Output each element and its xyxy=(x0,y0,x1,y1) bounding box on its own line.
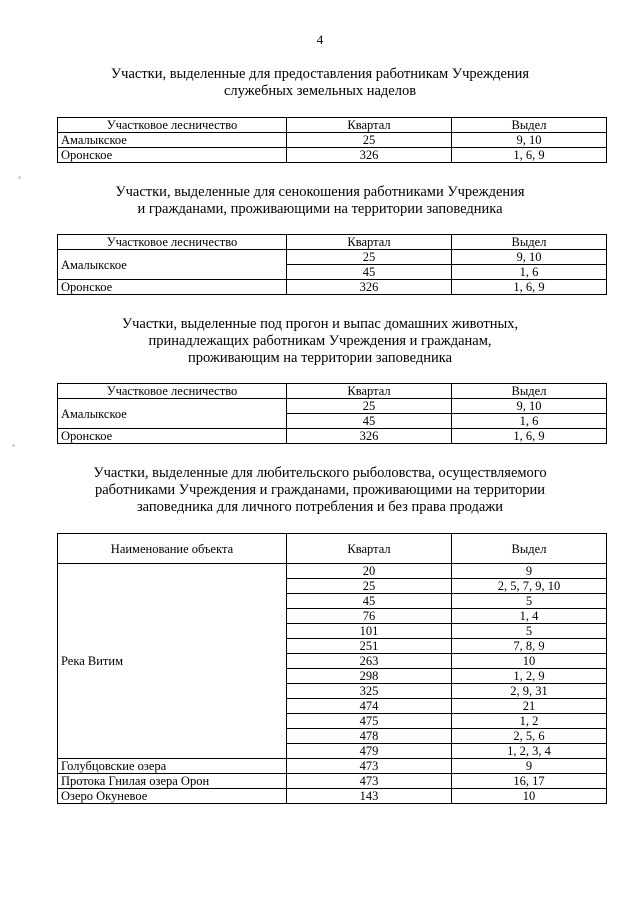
object-cell: Голубцовские озера xyxy=(58,759,287,774)
table-row xyxy=(58,789,607,804)
table-row xyxy=(58,399,607,414)
table-row xyxy=(58,250,607,265)
vydel-cell: 16, 17 xyxy=(452,774,607,789)
title-line: и гражданами, проживающими на территории заповедника xyxy=(137,201,503,217)
column-header: Квартал xyxy=(287,235,452,250)
section-3-title xyxy=(0,316,640,367)
kvartal-cell: 325 xyxy=(287,684,452,699)
vydel-cell: 9 xyxy=(452,759,607,774)
kvartal-cell: 474 xyxy=(287,699,452,714)
object-cell: Протока Гнилая озера Орон xyxy=(58,774,287,789)
vydel-cell: 9 xyxy=(452,564,607,579)
table-row xyxy=(58,280,607,295)
table-row xyxy=(58,564,607,579)
table-row xyxy=(58,429,607,444)
scan-speck xyxy=(18,176,21,179)
kvartal-cell: 298 xyxy=(287,669,452,684)
kvartal-cell: 251 xyxy=(287,639,452,654)
vydel-cell: 1, 6, 9 xyxy=(452,148,607,163)
column-header: Квартал xyxy=(287,118,452,133)
land-allotment-table xyxy=(57,117,607,163)
title-line: служебных земельных наделов xyxy=(223,83,417,99)
vydel-cell: 1, 4 xyxy=(452,609,607,624)
kvartal-cell: 25 xyxy=(287,250,452,265)
kvartal-cell: 25 xyxy=(287,133,452,148)
column-header: Выдел xyxy=(452,384,607,399)
fishing-table xyxy=(57,533,607,804)
forestry-cell: Оронское xyxy=(58,429,287,444)
kvartal-cell: 473 xyxy=(287,759,452,774)
forestry-cell: Оронское xyxy=(58,280,287,295)
section-1-title xyxy=(0,66,640,100)
table-row xyxy=(58,774,607,789)
vydel-cell: 1, 2 xyxy=(452,714,607,729)
forestry-cell: Амалыкское xyxy=(58,399,287,429)
column-header: Участковое лесничество xyxy=(58,235,287,250)
vydel-cell: 2, 5, 7, 9, 10 xyxy=(452,579,607,594)
kvartal-cell: 478 xyxy=(287,729,452,744)
vydel-cell: 9, 10 xyxy=(452,399,607,414)
kvartal-cell: 326 xyxy=(287,148,452,163)
kvartal-cell: 473 xyxy=(287,774,452,789)
kvartal-cell: 263 xyxy=(287,654,452,669)
title-line: работниками Учреждения и гражданами, проживающими на территории xyxy=(94,482,546,498)
grazing-table xyxy=(57,383,607,444)
column-header: Участковое лесничество xyxy=(58,384,287,399)
kvartal-cell: 45 xyxy=(287,265,452,280)
header-row xyxy=(58,384,607,399)
title-line: Участки, выделенные для сенокошения работниками Учреждения xyxy=(115,184,525,200)
kvartal-cell: 326 xyxy=(287,429,452,444)
kvartal-cell: 20 xyxy=(287,564,452,579)
header-row xyxy=(58,235,607,250)
kvartal-cell: 326 xyxy=(287,280,452,295)
vydel-cell: 9, 10 xyxy=(452,133,607,148)
forestry-cell: Амалыкское xyxy=(58,250,287,280)
column-header: Квартал xyxy=(287,534,452,564)
haymaking-table xyxy=(57,234,607,295)
title-line: проживающим на территории заповедника xyxy=(187,350,453,366)
kvartal-cell: 475 xyxy=(287,714,452,729)
column-header: Выдел xyxy=(452,118,607,133)
kvartal-cell: 25 xyxy=(287,399,452,414)
vydel-cell: 1, 6 xyxy=(452,414,607,429)
vydel-cell: 2, 5, 6 xyxy=(452,729,607,744)
kvartal-cell: 25 xyxy=(287,579,452,594)
column-header: Выдел xyxy=(452,235,607,250)
page-number: 4 xyxy=(316,32,324,47)
kvartal-cell: 76 xyxy=(287,609,452,624)
title-line: заповедника для личного потребления и без права продажи xyxy=(136,499,504,515)
header-row xyxy=(58,118,607,133)
kvartal-cell: 143 xyxy=(287,789,452,804)
forestry-cell: Амалыкское xyxy=(58,133,287,148)
title-line: Участки, выделенные для предоставления работникам Учреждения xyxy=(110,66,530,82)
kvartal-cell: 479 xyxy=(287,744,452,759)
vydel-cell: 1, 6 xyxy=(452,265,607,280)
scan-speck xyxy=(12,444,15,447)
vydel-cell: 2, 9, 31 xyxy=(452,684,607,699)
section-2-title xyxy=(0,184,640,218)
vydel-cell: 10 xyxy=(452,789,607,804)
vydel-cell: 5 xyxy=(452,624,607,639)
vydel-cell: 1, 6, 9 xyxy=(452,280,607,295)
kvartal-cell: 45 xyxy=(287,414,452,429)
table-row xyxy=(58,148,607,163)
title-line: Участки, выделенные для любительского рыболовства, осуществляемого xyxy=(93,465,547,481)
object-cell: Река Витим xyxy=(58,564,287,759)
table-row xyxy=(58,133,607,148)
section-4-title xyxy=(0,465,640,516)
table-row xyxy=(58,759,607,774)
vydel-cell: 10 xyxy=(452,654,607,669)
vydel-cell: 1, 6, 9 xyxy=(452,429,607,444)
column-header: Выдел xyxy=(452,534,607,564)
title-line: принадлежащих работникам Учреждения и гражданам, xyxy=(148,333,492,349)
kvartal-cell: 45 xyxy=(287,594,452,609)
column-header: Участковое лесничество xyxy=(58,118,287,133)
column-header: Наименование объекта xyxy=(58,534,287,564)
kvartal-cell: 101 xyxy=(287,624,452,639)
vydel-cell: 7, 8, 9 xyxy=(452,639,607,654)
forestry-cell: Оронское xyxy=(58,148,287,163)
column-header: Квартал xyxy=(287,384,452,399)
object-cell: Озеро Окуневое xyxy=(58,789,287,804)
vydel-cell: 1, 2, 3, 4 xyxy=(452,744,607,759)
vydel-cell: 9, 10 xyxy=(452,250,607,265)
vydel-cell: 1, 2, 9 xyxy=(452,669,607,684)
title-line: Участки, выделенные под прогон и выпас домашних животных, xyxy=(121,316,519,332)
vydel-cell: 21 xyxy=(452,699,607,714)
header-row xyxy=(58,534,607,564)
vydel-cell: 5 xyxy=(452,594,607,609)
